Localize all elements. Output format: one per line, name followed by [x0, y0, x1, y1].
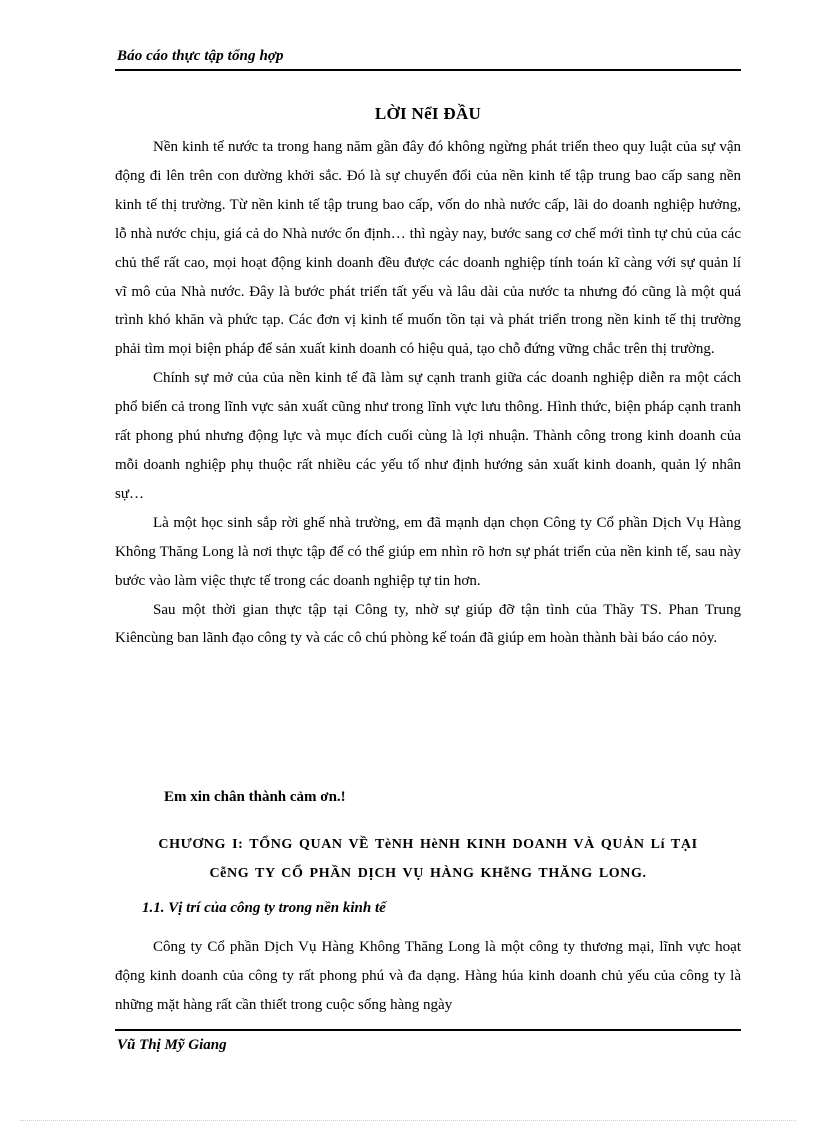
footer-divider [115, 1029, 741, 1031]
foreword-body [115, 133, 741, 653]
chapter-heading [115, 830, 741, 888]
section-paragraph: Công ty Cổ phần Dịch Vụ Hàng Không Thăng Long là một công ty thương mại, lĩnh vực hoạt động kinh doanh của công ty rất phong phú và đa dạng. Hàng húa kinh doanh chủ yếu của công ty là những mặt hàng rất cần thiết trong cuộc sống hàng ngày [115, 939, 741, 1013]
chapter-heading-line-1: CHƯƠNG I: TỔNG QUAN VỀ TèNH HèNH KINH DOANH VÀ QUẢN Lí TẠI [158, 837, 698, 852]
paragraph-2: Chính sự mở của của nền kinh tế đã làm sự cạnh tranh giữa các doanh nghiệp diễn ra một cách phổ biến cả trong lĩnh vực sản xuất cũng như trong lĩnh vực lưu thông. Hình thức, biện pháp cạnh tranh rất phong phú nhưng động lực và mục đích cuối cùng là lợi nhuận. Thành công trong kinh doanh của mỗi doanh nghiệp phụ thuộc rất nhiều các yếu tố như định hướng sản xuất kinh doanh, quản lý nhân sự… [115, 370, 741, 502]
page-header-title: Báo cáo thực tập tổng hợp [117, 48, 284, 64]
section-title: 1.1. Vị trí của công ty trong nền kinh tế [142, 900, 386, 916]
chapter-heading-line-2: CễNG TY CỔ PHẦN DỊCH VỤ HÀNG KHễNG THĂNG LONG. [209, 866, 647, 881]
page-bottom-edge [20, 1120, 796, 1121]
foreword-heading: LỜI NểI ĐẦU [374, 104, 482, 123]
thanks-line: Em xin chân thành cảm ơn.! [164, 789, 346, 805]
section-body [115, 933, 741, 1020]
page-footer-author: Vũ Thị Mỹ Giang [117, 1037, 227, 1053]
header-divider [115, 69, 741, 71]
paragraph-3: Là một học sinh sắp rời ghế nhà trường, em đã mạnh dạn chọn Công ty Cổ phần Dịch Vụ Hàng Không Thăng Long là nơi thực tập để có thể giúp em nhìn rõ hơn sự phát triển của nền kinh tế, sau này bước vào làm việc thực tế trong các doanh nghiệp tự tin hơn. [115, 514, 741, 589]
paragraph-1: Nền kinh tế nước ta trong hang năm gần đây đó không ngừng phát triển theo quy luật của sự vận động đi lên trên con dường khởi sắc. Đó là sự chuyển đổi của nền kinh tế tập trung bao cấp sang nền kinh tế thị trường. Từ nền kinh tế tập trung bao cấp, vốn do nhà nước cấp, lãi do doanh nghiệp hưởng, lỗ nhà nước chịu, giá cả do Nhà nước ổn định… thì ngày nay, bước sang cơ chế mới tình tự chủ của các chủ thể rất cao, mọi hoạt động kinh doanh đều được các doanh nghiệp tính toán kĩ càng với sự quản lí vĩ mô của Nhà nước. Đây là bước phát triển tất yếu và lâu dài của nước ta nhưng đó cũng là một quá trình khó khăn và phức tạp. Các đơn vị kinh tế muốn tồn tại và phát triển trong nền kinh tế thị trường phải tìm mọi biện pháp để sản xuất kinh doanh có hiệu quả, tạo chỗ đứng vững chắc trên thị trường. [115, 139, 741, 358]
paragraph-4: Sau một thời gian thực tập tại Công ty, nhờ sự giúp đỡ tận tình của Thầy TS. Phan Trung Kiêncùng ban lãnh đạo công ty và các cô chú phòng kế toán đã giúp em hoàn thành bài báo cáo nỏy. [115, 601, 741, 647]
